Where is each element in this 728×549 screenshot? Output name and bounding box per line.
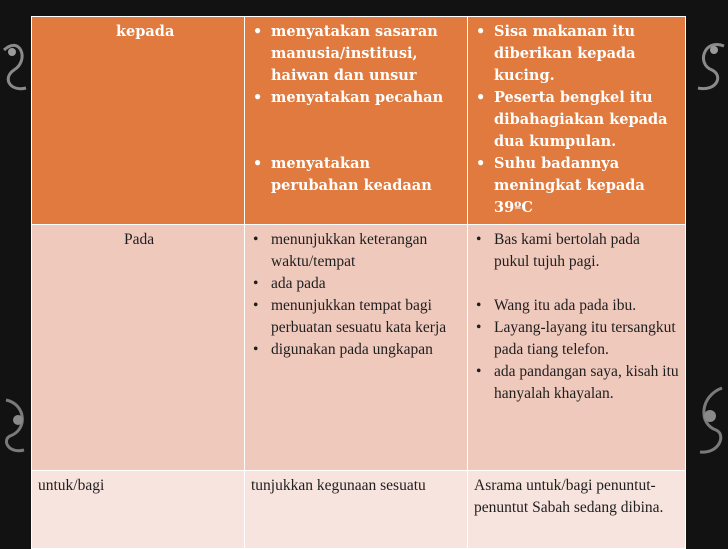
list-item: • ada pandangan saya, kisah itu hanyalah khayalan.: [474, 361, 679, 405]
keyword-cell: Pada: [32, 225, 245, 471]
list-item: • menunjukkan tempat bagi perbuatan sesuatu kata kerja: [251, 295, 461, 339]
list-item: • Layang-layang itu tersangkut pada tiang telefon.: [474, 317, 679, 361]
list-item: • menyatakan pecahan: [251, 87, 461, 109]
list-item: • menunjukkan keterangan waktu/tempat: [251, 229, 461, 273]
keyword-cell: kepada: [32, 17, 245, 225]
spacer: [251, 109, 461, 153]
spacer: [474, 273, 679, 295]
example-cell: Asrama untuk/bagi penuntut-penuntut Sabah sedang dibina.: [468, 471, 686, 549]
list-item: • menyatakan sasaran manusia/institusi, haiwan dan unsur: [251, 21, 461, 87]
keyword-cell: untuk/bagi: [32, 471, 245, 549]
table-row: [32, 17, 686, 225]
example-cell: [468, 17, 686, 225]
kata-sendi-table: [31, 16, 686, 549]
example-cell: [468, 225, 686, 471]
meaning-cell: [245, 225, 468, 471]
list-item: • Peserta bengkel itu dibahagiakan kepada dua kumpulan.: [474, 87, 679, 153]
list-item: • ada pada: [251, 273, 461, 295]
list-item: • Sisa makanan itu diberikan kepada kucing.: [474, 21, 679, 87]
meaning-cell: [245, 17, 468, 225]
list-item: • Bas kami bertolah pada pukul tujuh pagi.: [474, 229, 679, 273]
right-flourish-icon: [690, 30, 728, 110]
list-item: • Suhu badannya meningkat kepada 39ºC: [474, 153, 679, 219]
table-row: [32, 471, 686, 549]
list-item: • menyatakan perubahan keadaan: [251, 153, 461, 197]
list-item: • Wang itu ada pada ibu.: [474, 295, 679, 317]
right-scroll-icon: [690, 380, 728, 470]
list-item: • digunakan pada ungkapan: [251, 339, 461, 361]
table-row: [32, 225, 686, 471]
left-scroll-icon: [0, 390, 34, 460]
left-flourish-icon: [0, 30, 34, 110]
meaning-cell: tunjukkan kegunaan sesuatu: [245, 471, 468, 549]
